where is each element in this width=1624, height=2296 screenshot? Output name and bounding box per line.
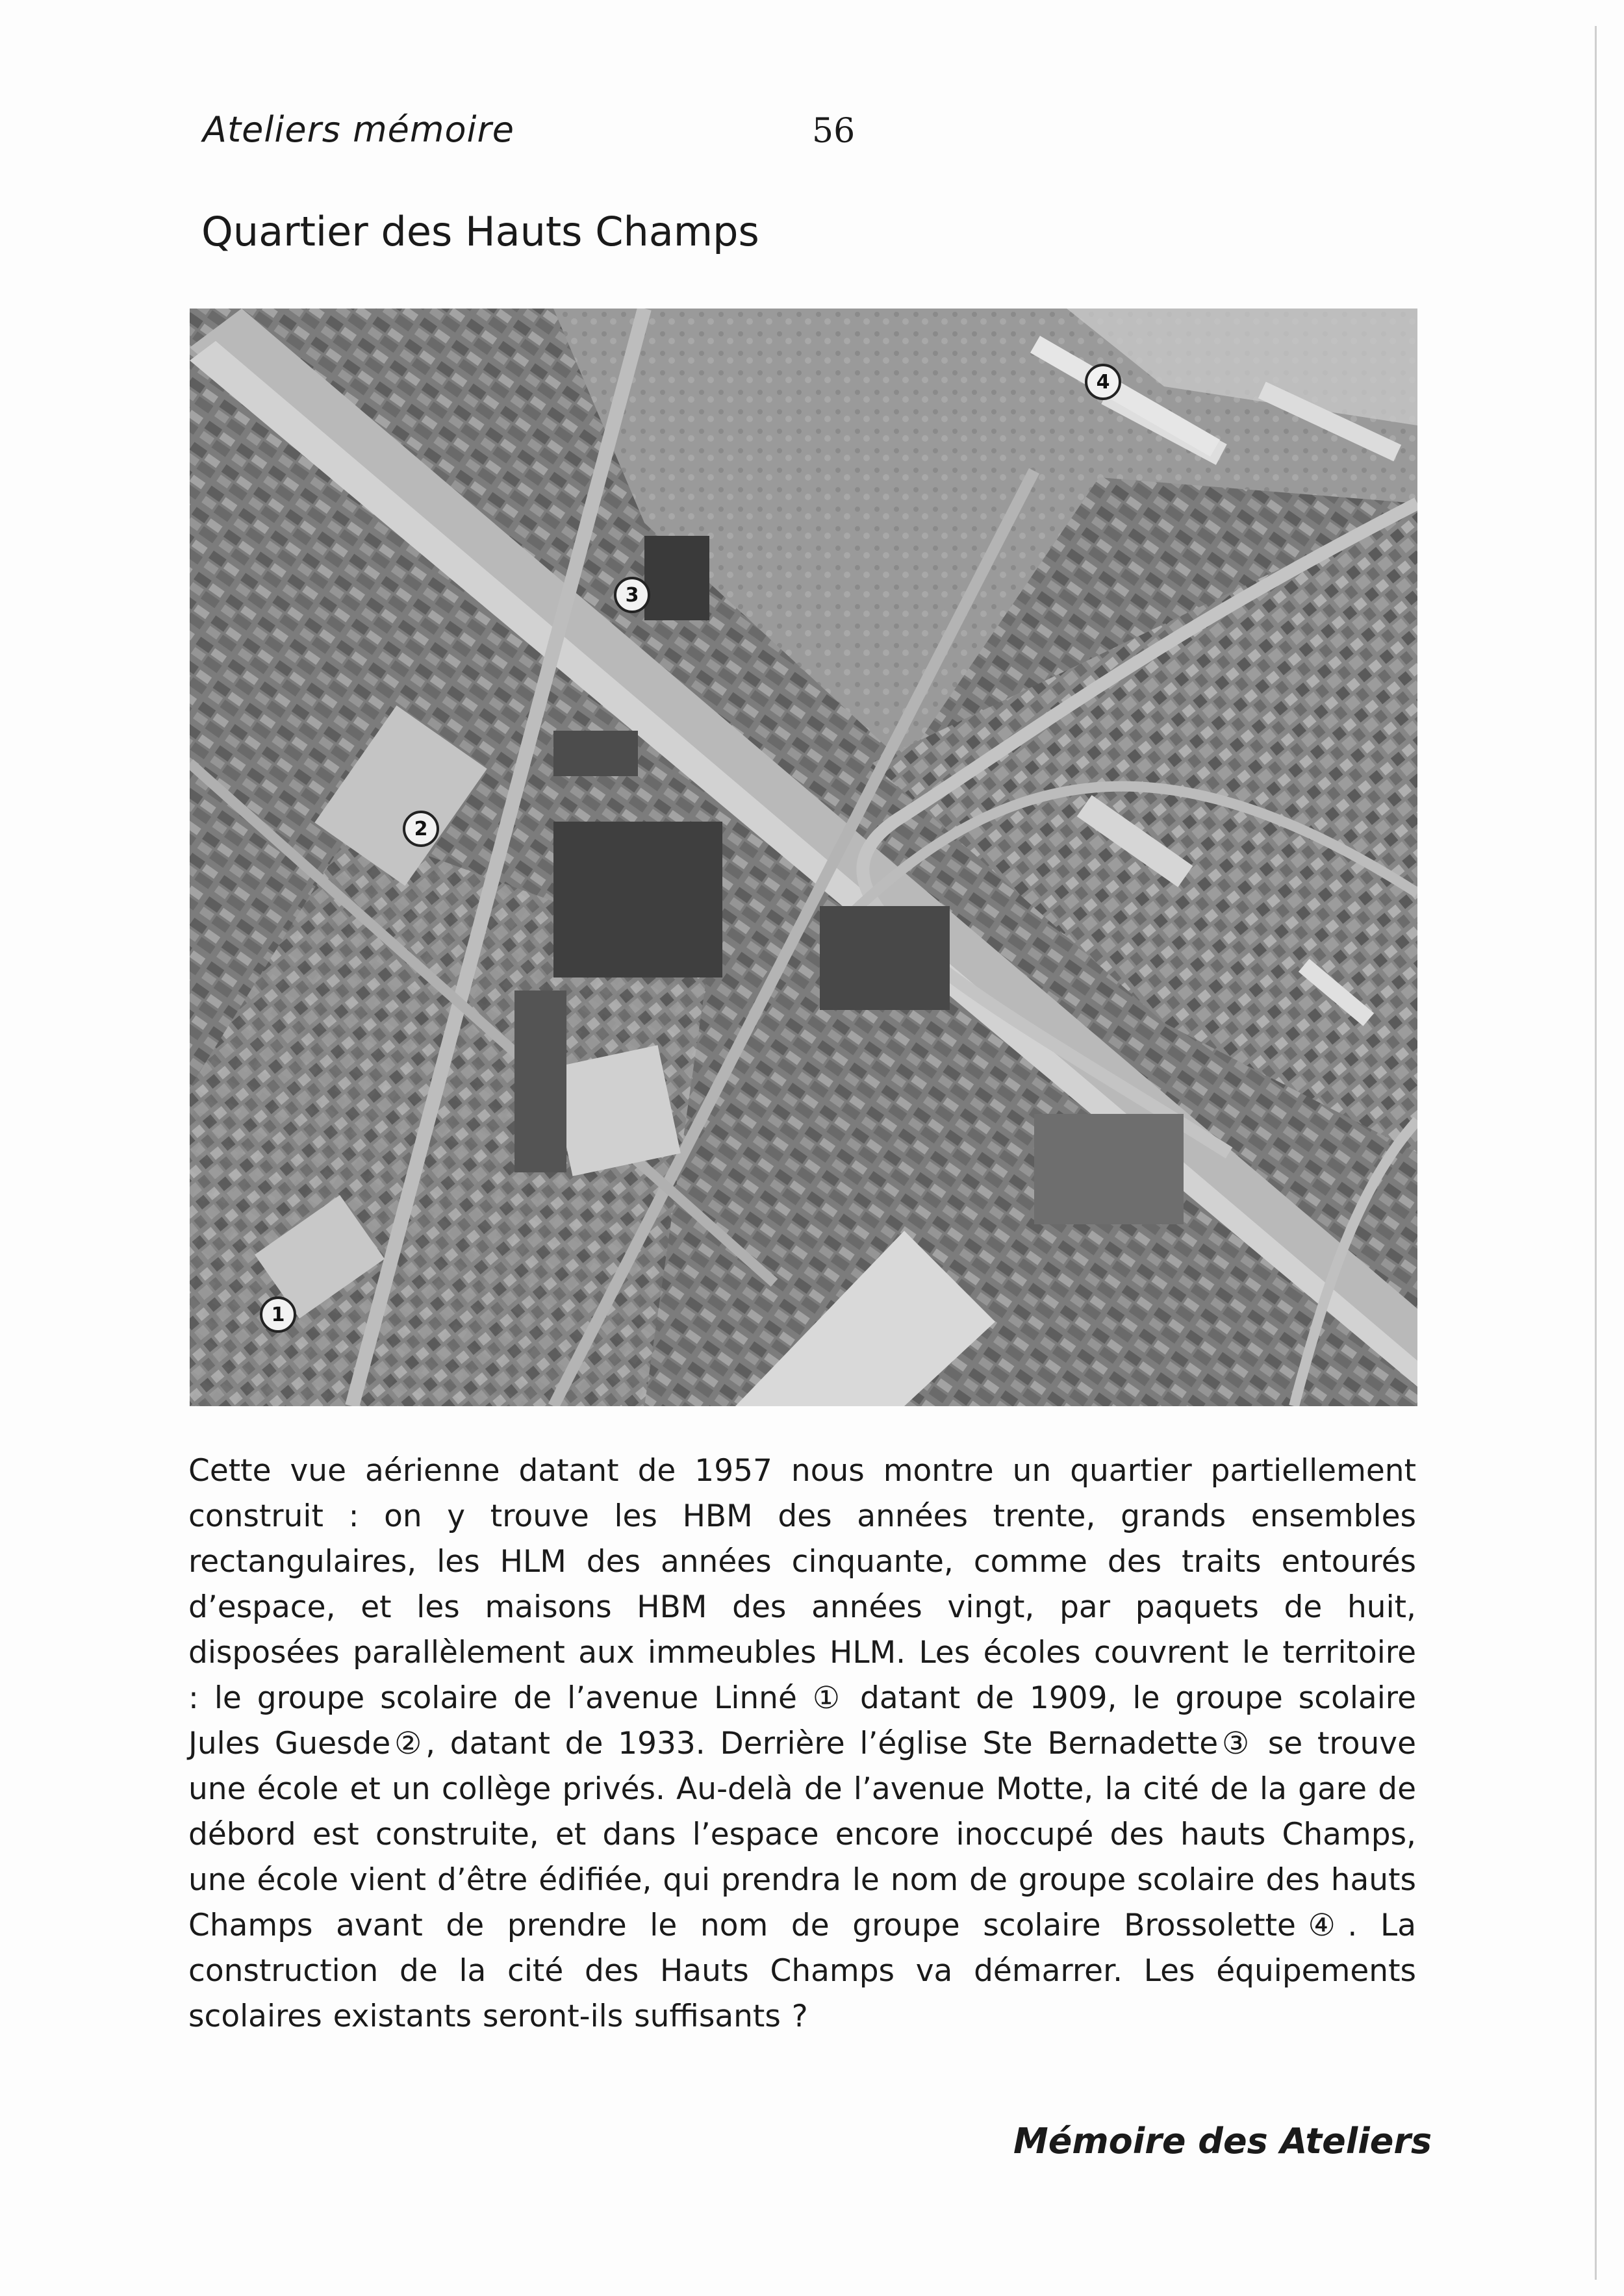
aerial-photo-drawing [190,309,1417,1406]
photo-marker-3: 3 [614,577,650,613]
photo-marker-1: 1 [260,1296,296,1333]
body-paragraph: Cette vue aérienne datant de 1957 nous montre un quartier partiellement construit : on y trouve les HBM des années trente, grands ensembles rectangulaires, les HLM des années cinquante, comme des traits entourés d’espace, et les maisons HBM des années vingt, par paquets de huit, disposées parallèlement aux immeubles HLM. Les écoles couvrent le territoire : le groupe scolaire de l’avenue Linné ① datant de 1909, le groupe scolaire Jules Guesde②, datant de 1933. Derrière l’église Ste Bernadette③ se trouve une école et un collège privés. Au-delà de l’avenue Motte, la cité de la gare de débord est construite, et dans l’espace encore inoccupé des hauts Champs, une école vient d’être édifiée, qui prendra le nom de groupe scolaire des hauts Champs avant de prendre le nom de groupe scolaire Brossolette④. La construction de la cité des Hauts Champs va démarrer. Les équipements scolaires existants seront-ils suffisants ? [188,1453,1416,2034]
section-title: Quartier des Hauts Champs [201,208,759,255]
running-title: Ateliers mémoire [203,109,514,150]
page-number: 56 [812,112,856,151]
aerial-photograph [190,309,1417,1406]
photo-marker-4: 4 [1085,364,1121,400]
footer-title: Mémoire des Ateliers [1013,2121,1432,2162]
photo-marker-2: 2 [403,811,439,847]
page-edge-rule [1595,26,1597,2280]
